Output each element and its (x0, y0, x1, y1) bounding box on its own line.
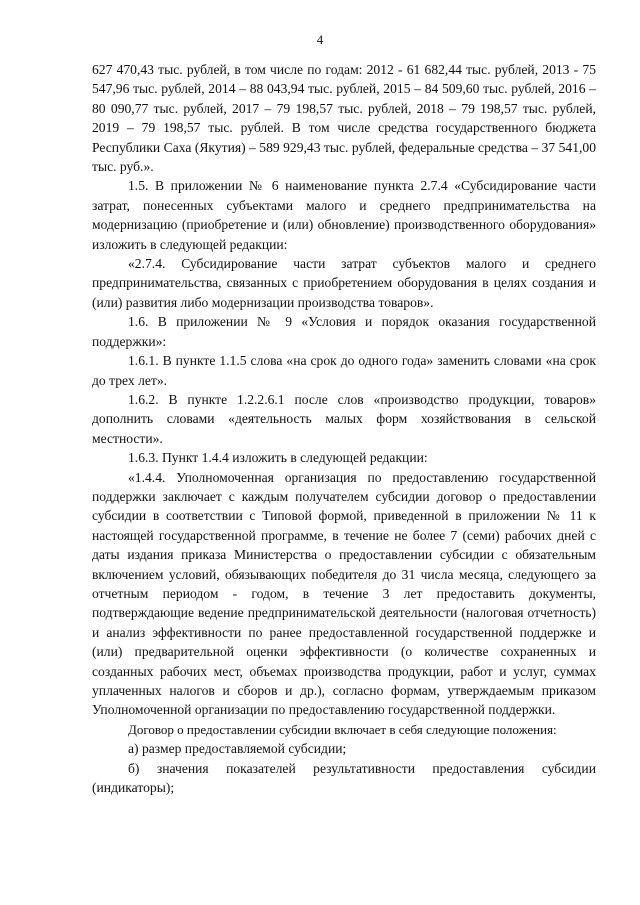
paragraph-2-7-4-quote: «2.7.4. Субсидирование части затрат субъектов малого и среднего предпринимательства, связанных с приобретением оборудования в целях создания и (или) развития либо модернизации производства товаров». (92, 256, 596, 310)
paragraph-contract-provisions: Договор о предоставлении субсидии включает в себя следующие положения: (128, 721, 557, 737)
paragraph-1-6-2: 1.6.2. В пункте 1.2.2.6.1 после слов «производство продукции, товаров» дополнить словами «деятельность малых форм хозяйствования в сельской местности». (92, 391, 596, 446)
paragraph-1-6: 1.6. В приложении № 9 «Условия и порядок оказания государственной поддержки»: (92, 314, 596, 349)
paragraph-1-4-4-quote: «1.4.4. Уполномоченная организация по предоставлению государственной поддержки заключает с каждым получателем субсидии договор о предоставлении субсидии в соответствии с Типовой формой, приведенной в приложении № 11 к настоящей государственной программе, в течение не более 7 (семи) рабочих дней с даты издания приказа Министерства о предоставлении субсидии с обязательным включением условий, обязывающих победителя до 31 числа месяца, следующего за отчетным периодом - годом, в течение 3 лет предоставить документы, подтверждающие ведение предпринимательской деятельности (налоговая отчетность) и анализ эффективности по ранее предоставленной государственной поддержке и (или) предварительной оценки эффективности (о количестве сохраненных и созданных рабочих мест, объемах производства продукции, работ и услуг, суммах уплаченных налогов и сборов и др.), согласно формам, утверждаемым приказом Уполномоченной организации по предоставлению государственной поддержки. (92, 469, 596, 718)
paragraph-1-6-3: 1.6.3. Пункт 1.4.4 изложить в следующей редакции: (128, 450, 428, 466)
list-item-b: б) значения показателей результативности предоставления субсидии (индикаторы); (92, 760, 596, 796)
paragraph-1-6-1: 1.6.1. В пункте 1.1.5 слова «на срок до одного года» заменить словами «на срок до трех лет». (92, 353, 596, 388)
document-body (92, 60, 596, 797)
paragraph-1-5: 1.5. В приложении № 6 наименование пункта 2.7.4 «Субсидирование части затрат, понесенных субъектами малого и среднего предпринимательства на модернизацию (приобретение и (или) обновление) производственного оборудования» изложить в следующей редакции: (92, 178, 596, 252)
page-number: 4 (316, 32, 324, 47)
list-item-a: а) размер предоставляемой субсидии; (128, 741, 347, 757)
paragraph-budget-totals: 627 470,43 тыс. рублей, в том числе по годам: 2012 - 61 682,44 тыс. рублей, 2013 - 75 547,96 тыс. рублей, 2014 – 88 043,94 тыс. рублей, 2015 – 84 509,60 тыс. рублей, 2016 – 80 090,77 тыс. рублей, 2017 – 79 198,57 тыс. рублей, 2018 – 79 198,57 тыс. рублей, 2019 – 79 198,57 тыс. рублей. В том числе средства государственного бюджета Республики Саха (Якутия) – 589 929,43 тыс. рублей, федеральные средства – 37 541,00 тыс. руб.». (92, 62, 596, 175)
